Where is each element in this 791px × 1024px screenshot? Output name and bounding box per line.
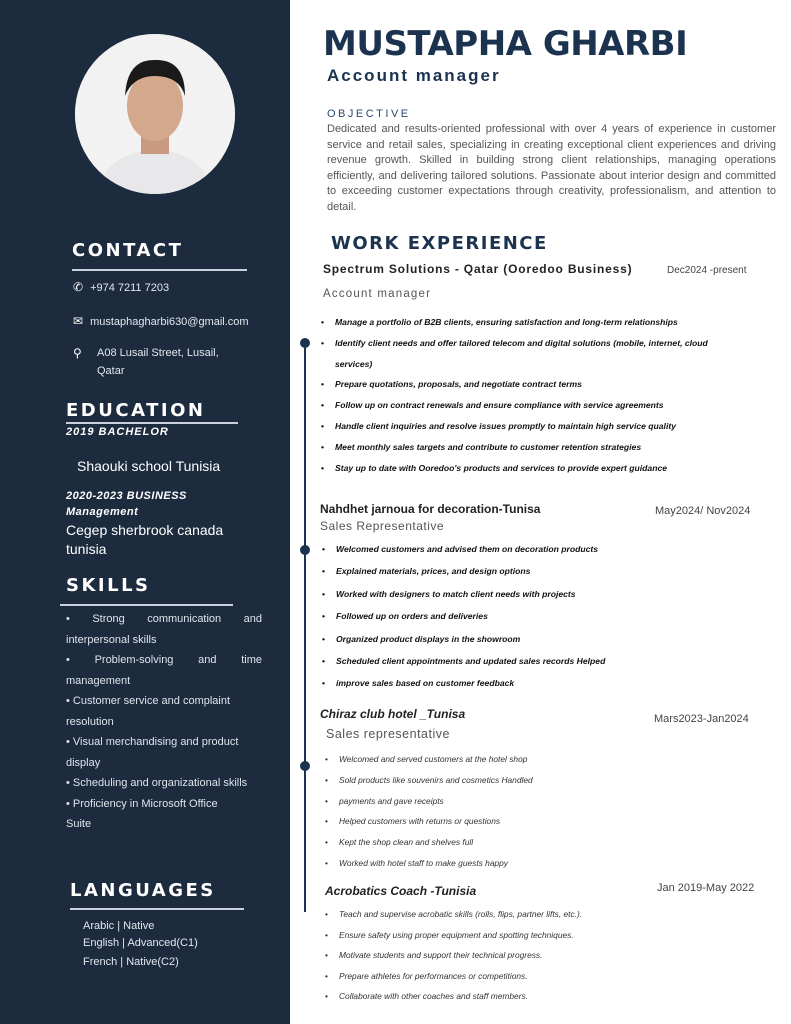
objective-text: Dedicated and results-oriented professional with over 4 years of experience in customer service and retail sales, specializing in creating exceptional client experiences and driving revenue growth. Skilled in building strong client relationships, managing operations efficiently, and delivering tailored solutions. Passionate about interior design and committed to exceeding customer expectations through creativity, professionalism, and attention to detail. [327, 123, 776, 213]
list-item: • Sold products like souvenirs and cosmetics Handled [325, 770, 745, 791]
job-company: Acrobatics Coach -Tunisia [325, 884, 477, 898]
email[interactable]: mustaphagharbi630@gmail.com [90, 316, 249, 328]
list-item: • Kept the shop clean and shelves full [325, 832, 745, 853]
job-position: Sales Representative [320, 519, 445, 533]
list-item: • payments and gave receipts [325, 791, 745, 812]
divider [66, 422, 238, 424]
list-item: • Motivate students and support their technical progress. [325, 945, 745, 966]
job-bullets [325, 749, 745, 874]
list-item: • Handle client inquiries and resolve issues promptly to maintain high service quality [321, 416, 741, 437]
list-item: • Collaborate with other coaches and staff members. [325, 986, 745, 1007]
list-item: • Explained materials, prices, and design options [322, 560, 742, 582]
timeline-dot [300, 545, 310, 555]
list-item: • Scheduled client appointments and updated sales records Helped [322, 650, 742, 672]
education-school: Cegep sherbrook canada tunisia [66, 522, 224, 557]
skill-item: • Proficiency in Microsoft Office Suite [66, 797, 218, 830]
list-item: • Meet monthly sales targets and contribute to customer retention strategies [321, 437, 741, 458]
skills-list [66, 609, 262, 835]
divider [70, 908, 244, 910]
job-bullets [325, 904, 745, 1007]
skill-item: • Scheduling and organizational skills [66, 777, 248, 789]
timeline-dot [300, 761, 310, 771]
list-item: • Worked with hotel staff to make guests happy [325, 853, 745, 874]
list-item: • Organized product displays in the showroom [322, 628, 742, 650]
phone-icon: ✆ [73, 280, 84, 294]
timeline-dot [300, 338, 310, 348]
contact-heading: CONTACT [72, 240, 184, 261]
divider [72, 269, 247, 271]
profile-photo [75, 34, 235, 194]
divider [60, 604, 233, 606]
job-date: Jan 2019-May 2022 [657, 882, 755, 894]
job-company: Nahdhet jarnoua for decoration-Tunisa [320, 502, 541, 516]
list-item: • Manage a portfolio of B2B clients, ensuring satisfaction and long-term relationships [321, 312, 741, 333]
full-name: MUSTAPHA GHARBI [323, 24, 688, 64]
skill-item: • Problem-solving and time management [66, 654, 262, 687]
job-bullets [321, 312, 741, 478]
timeline-line [304, 340, 306, 912]
job-date: May2024/ Nov2024 [655, 505, 751, 517]
job-date: Mars2023-Jan2024 [654, 713, 749, 725]
job-bullets [322, 538, 742, 695]
address: A08 Lusail Street, Lusail, Qatar [97, 347, 219, 377]
list-item: • Identify client needs and offer tailored telecom and digital solutions (mobile, internet, cloud services) [321, 333, 741, 375]
objective-heading: OBJECTIVE [327, 108, 411, 120]
education-heading: EDUCATION [66, 400, 206, 421]
job-title: Account manager [327, 66, 501, 85]
skill-item: • Customer service and complaint resolution [66, 695, 231, 728]
email-icon: ✉ [73, 314, 84, 328]
skills-heading: SKILLS [66, 575, 151, 596]
phone: +974 7211 7203 [90, 282, 170, 294]
list-item: • Stay up to date with Ooredoo's products and services to provide expert guidance [321, 458, 741, 479]
education-school: Shaouki school Tunisia [77, 458, 221, 474]
job-position: Sales representative [326, 727, 450, 741]
job-company: Chiraz club hotel _Tunisa [320, 707, 466, 721]
language-item: Arabic | Native [83, 920, 155, 932]
location-pin-icon: ⚲ [73, 346, 82, 360]
list-item: • Prepare athletes for performances or competitions. [325, 966, 745, 987]
list-item: • Teach and supervise acrobatic skills (rolls, flips, partner lifts, etc.). [325, 904, 745, 925]
language-item: English | Advanced(C1) [83, 937, 198, 949]
work-experience-heading: WORK EXPERIENCE [331, 233, 548, 254]
list-item: • Helped customers with returns or questions [325, 811, 745, 832]
list-item: • Follow up on contract renewals and ensure compliance with service agreements [321, 395, 741, 416]
list-item: • Ensure safety using proper equipment and spotting techniques. [325, 925, 745, 946]
job-company: Spectrum Solutions - Qatar (Ooredoo Business) [323, 262, 633, 276]
list-item: • improve sales based on customer feedback [322, 672, 742, 694]
education-degree: 2019 BACHELOR [66, 426, 169, 438]
list-item: • Worked with designers to match client needs with projects [322, 583, 742, 605]
languages-heading: LANGUAGES [70, 880, 216, 901]
list-item: • Welcomed and served customers at the hotel shop [325, 749, 745, 770]
job-position: Account manager [323, 288, 432, 300]
list-item: • Welcomed customers and advised them on decoration products [322, 538, 742, 560]
list-item: • Followed up on orders and deliveries [322, 605, 742, 627]
language-item: French | Native(C2) [83, 956, 179, 968]
skill-item: • Strong communication and interpersonal skills [66, 613, 262, 646]
list-item: • Prepare quotations, proposals, and negotiate contract terms [321, 374, 741, 395]
education-degree: 2020-2023 BUSINESS Management [66, 490, 187, 518]
skill-item: • Visual merchandising and product display [66, 736, 239, 769]
job-date: Dec2024 -present [667, 265, 747, 276]
